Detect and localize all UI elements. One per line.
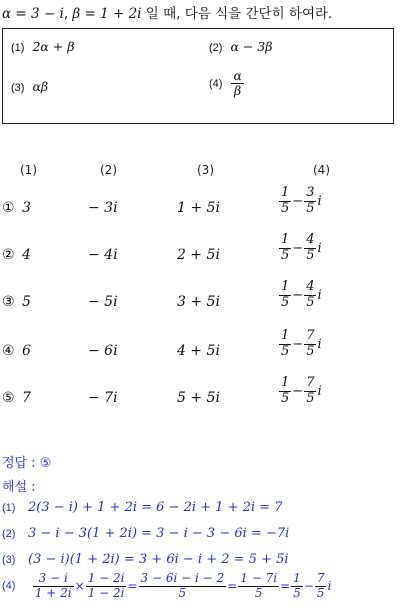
question-box	[2, 28, 394, 124]
option-marker[interactable]: ⑤	[2, 390, 15, 406]
column-header-4: (4)	[313, 163, 330, 177]
option-marker[interactable]: ③	[2, 294, 15, 310]
problem-text: 일 때, 다음 식을 간단히 하여라.	[145, 6, 333, 22]
option-col3: 2 + 5i	[177, 247, 220, 263]
option-col4: $\frac{1}{5}$ − $\frac{3}{5}$ i	[281, 185, 322, 216]
option-col3: 4 + 5i	[177, 343, 220, 359]
option-col1: 4	[22, 247, 31, 263]
beta-definition: β = 1 + 2i	[72, 6, 142, 22]
column-header-1: (1)	[20, 163, 37, 177]
explanation-label: 해설 :	[2, 480, 36, 495]
alpha-over-beta-fraction: $\frac{\alpha}{\beta}$	[233, 68, 242, 99]
option-marker[interactable]: ④	[2, 343, 15, 359]
solution-line-3: (3) (3 − i)(1 + 2i) = 3 + 6i − i + 2 = 5 + 5i	[2, 552, 289, 567]
option-col4: $\frac{1}{5}$ − $\frac{4}{5}$ i	[281, 232, 322, 263]
answer-line	[2, 452, 51, 471]
option-col1: 6	[22, 343, 31, 359]
option-col1: 7	[22, 390, 31, 406]
box-item-2: (2) α − 3β	[209, 39, 273, 54]
column-header-2: (2)	[100, 163, 117, 177]
option-col3: 1 + 5i	[177, 200, 220, 216]
problem-statement: α = 3 − i, β = 1 + 2i 일 때, 다음 식을 간단히 하여라.	[2, 6, 333, 22]
option-col4: $\frac{1}{5}$ − $\frac{4}{5}$ i	[281, 279, 322, 310]
answer-value: ⑤	[39, 456, 52, 471]
alpha-definition: α = 3 − i	[2, 6, 64, 22]
solution-line-1: (1) 2(3 − i) + 1 + 2i = 6 − 2i + 1 + 2i = 7	[2, 500, 283, 515]
box-item-1: (1) 2α + β	[11, 39, 75, 54]
option-col2: − 4i	[88, 247, 118, 263]
answer-label: 정답 :	[2, 456, 36, 471]
option-col2: − 5i	[88, 294, 118, 310]
solution-line-4: (4) $\frac{3 - i}{1 + 2i}$ × $\frac{1 - 2i}{1 - 2i}$ = $\frac{3 - 6i - i - 2}{5}$ = $\frac{1 - 7i}{5}$ = $\frac{1}{5}$ − $\frac{7}{5}$ i	[2, 571, 332, 600]
box-item-4: (4) $\frac{\alpha}{\beta}$	[209, 68, 242, 99]
option-col2: − 3i	[88, 200, 118, 216]
option-col2: − 7i	[88, 390, 118, 406]
option-marker[interactable]: ①	[2, 200, 15, 216]
column-header-3: (3)	[197, 163, 214, 177]
option-col1: 5	[22, 294, 31, 310]
option-col2: − 6i	[88, 343, 118, 359]
option-col3: 5 + 5i	[177, 390, 220, 406]
box-item-3: (3) αβ	[11, 79, 49, 94]
option-col1: 3	[22, 200, 31, 216]
option-col4: $\frac{1}{5}$ − $\frac{7}{5}$ i	[281, 328, 322, 359]
option-marker[interactable]: ②	[2, 247, 15, 263]
solution-line-2: (2) 3 − i − 3(1 + 2i) = 3 − i − 3 − 6i = −7i	[2, 526, 290, 541]
option-col3: 3 + 5i	[177, 294, 220, 310]
option-col4: $\frac{1}{5}$ − $\frac{7}{5}$ i	[281, 375, 322, 406]
